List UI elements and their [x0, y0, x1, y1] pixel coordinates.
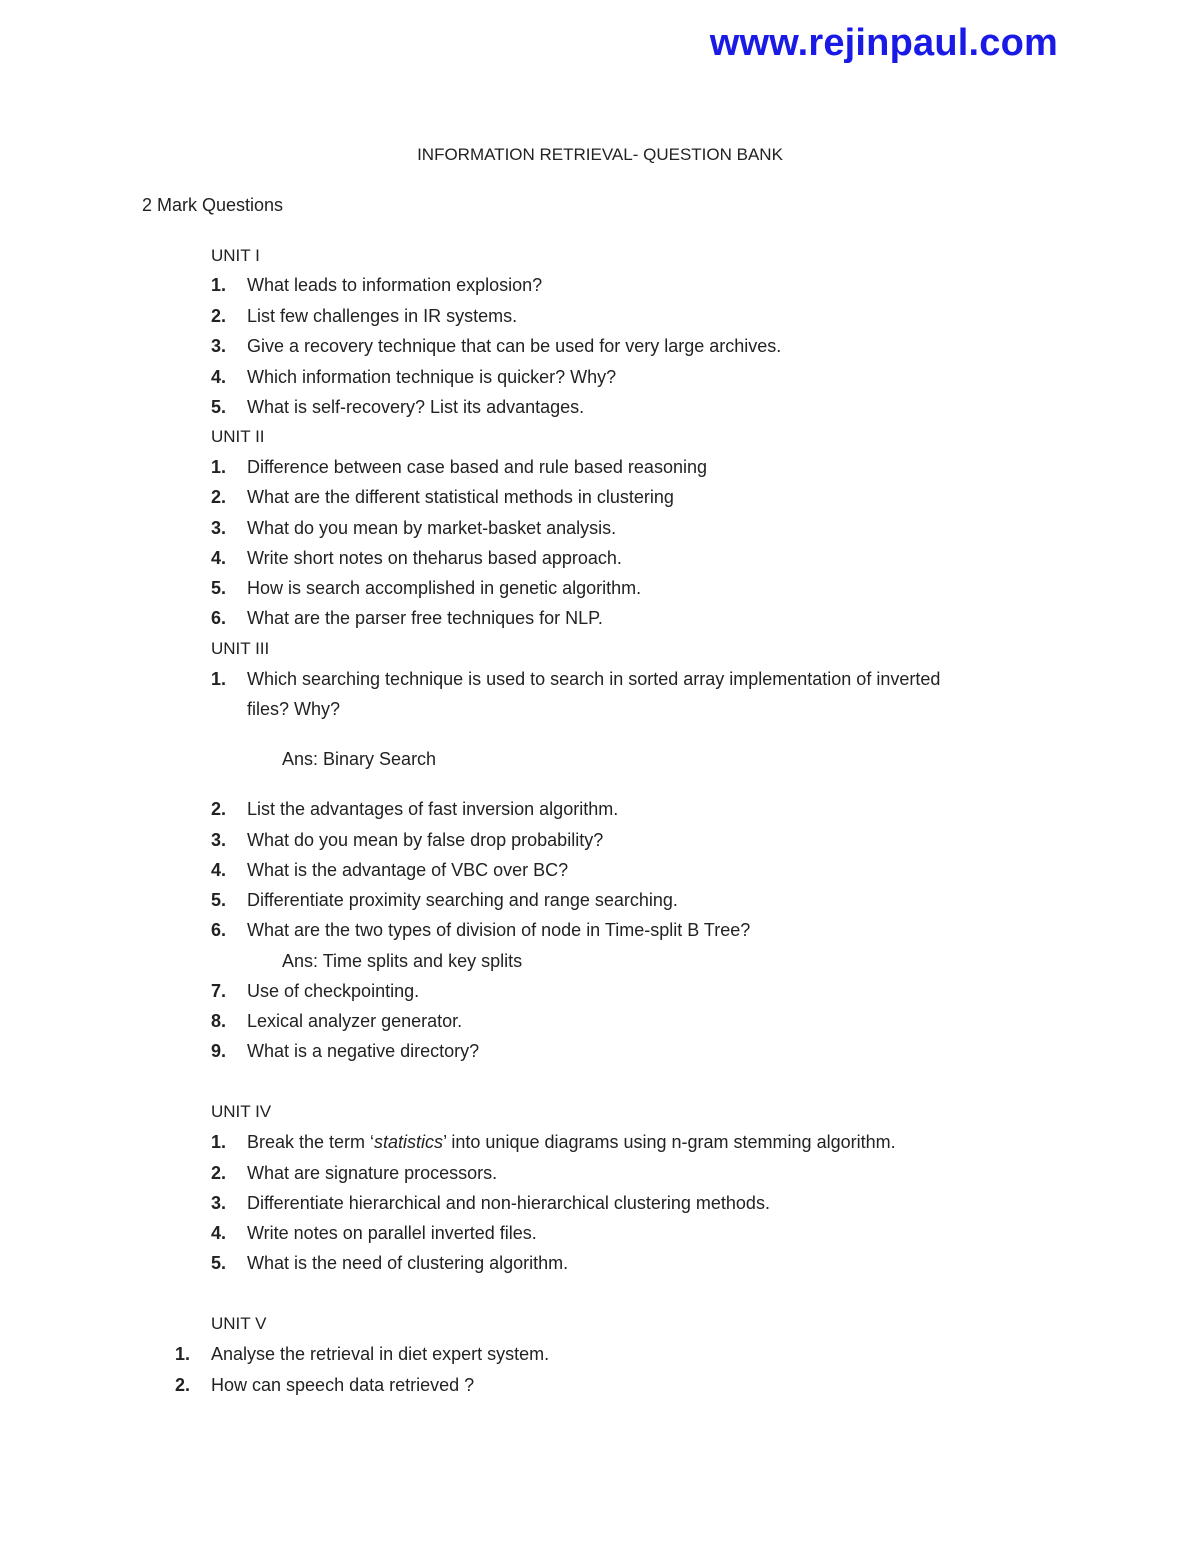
- list-item: [211, 547, 622, 569]
- list-item: [211, 456, 707, 478]
- list-item: [211, 1162, 497, 1184]
- list-item: [211, 668, 940, 690]
- list-item: [211, 1252, 568, 1274]
- item-text: What is the need of clustering algorithm.: [247, 1253, 569, 1273]
- item-text: What is a negative directory?: [247, 1041, 480, 1061]
- list-item: [211, 366, 616, 388]
- item-text: Differentiate proximity searching and range searching.: [247, 890, 678, 910]
- item-text: List the advantages of fast inversion algorithm.: [247, 799, 619, 819]
- item-number: 2.: [211, 1163, 227, 1183]
- item-text: What are the parser free techniques for NLP.: [247, 608, 603, 628]
- item-text: Break the term ‘: [247, 1132, 375, 1152]
- item-text: Analyse the retrieval in diet expert system.: [211, 1344, 550, 1364]
- item-number: 3.: [211, 830, 227, 850]
- item-number: 2.: [211, 306, 227, 326]
- list-item: [211, 798, 618, 820]
- list-item: [175, 1343, 549, 1365]
- item-number: 7.: [211, 981, 227, 1001]
- list-item: [211, 274, 542, 296]
- item-number: 2.: [211, 799, 227, 819]
- unit-3-heading: UNIT III: [211, 639, 270, 658]
- item-text: Which searching technique is used to search in sorted array implementation of inverted: [247, 669, 941, 689]
- item-number: 1.: [211, 275, 227, 295]
- item-number: 4.: [211, 860, 227, 880]
- item-text: List few challenges in IR systems.: [247, 306, 518, 326]
- item-number: 3.: [211, 1193, 227, 1213]
- item-number: 5.: [211, 1253, 227, 1273]
- list-item: [211, 335, 781, 357]
- item-text: What are signature processors.: [247, 1163, 498, 1183]
- item-text: Use of checkpointing.: [247, 981, 420, 1001]
- item-number: 1.: [211, 1132, 227, 1152]
- item-number: 4.: [211, 367, 227, 387]
- list-item: [211, 1192, 770, 1214]
- item-text: What do you mean by market-basket analysis.: [247, 518, 617, 538]
- unit-4-heading: UNIT IV: [211, 1102, 272, 1121]
- page-title: INFORMATION RETRIEVAL- QUESTION BANK: [417, 145, 783, 164]
- item-text: Which information technique is quicker? Why?: [247, 367, 617, 387]
- item-text: What are the two types of division of node in Time-split B Tree?: [247, 920, 751, 940]
- item-number: 6.: [211, 608, 227, 628]
- item-text: How is search accomplished in genetic algorithm.: [247, 578, 642, 598]
- item-number: 3.: [211, 518, 227, 538]
- unit-2-heading: UNIT II: [211, 427, 265, 446]
- item-number: 1.: [211, 457, 227, 477]
- item-number: 1.: [211, 669, 227, 689]
- item-number: 4.: [211, 1223, 227, 1243]
- item-number: 4.: [211, 548, 227, 568]
- item-text: How can speech data retrieved ?: [211, 1375, 475, 1395]
- list-item: [211, 1010, 462, 1032]
- item-number: 2.: [175, 1375, 191, 1395]
- item-text: Write notes on parallel inverted files.: [247, 1223, 537, 1243]
- item-text: What are the different statistical methods in clustering: [247, 487, 674, 507]
- list-item: [211, 607, 603, 629]
- item-number: 2.: [211, 487, 227, 507]
- list-item: [211, 980, 419, 1002]
- item-number: 5.: [211, 890, 227, 910]
- list-item: [211, 889, 678, 911]
- answer-text: Ans: Time splits and key splits: [282, 951, 523, 971]
- section-subtitle: 2 Mark Questions: [142, 195, 284, 215]
- item-text: What is the advantage of VBC over BC?: [247, 860, 569, 880]
- list-item: [175, 1374, 474, 1396]
- item-text: ’ into unique diagrams using n-gram stemming algorithm.: [443, 1132, 896, 1152]
- item-number: 1.: [175, 1344, 191, 1364]
- item-text: What do you mean by false drop probability?: [247, 830, 604, 850]
- item-text: Give a recovery technique that can be used for very large archives.: [247, 336, 782, 356]
- item-text-continuation: files? Why?: [247, 699, 341, 719]
- item-number: 9.: [211, 1041, 227, 1061]
- item-text: What is self-recovery? List its advantages.: [247, 397, 585, 417]
- list-item: [211, 396, 584, 418]
- item-number: 5.: [211, 397, 227, 417]
- item-number: 5.: [211, 578, 227, 598]
- answer-text: Ans: Binary Search: [282, 749, 437, 769]
- list-item: [211, 859, 568, 881]
- list-item: [211, 1131, 896, 1153]
- item-number: 3.: [211, 336, 227, 356]
- list-item: [211, 517, 616, 539]
- item-text: Difference between case based and rule based reasoning: [247, 457, 707, 477]
- list-item: [211, 486, 674, 508]
- item-text: Differentiate hierarchical and non-hierarchical clustering methods.: [247, 1193, 770, 1213]
- list-item: [211, 1040, 479, 1062]
- unit-1-heading: UNIT I: [211, 246, 260, 265]
- list-item: [211, 919, 750, 941]
- item-number: 6.: [211, 920, 227, 940]
- list-item: [211, 829, 603, 851]
- item-number: 8.: [211, 1011, 227, 1031]
- item-term: statistics: [374, 1132, 444, 1152]
- item-text: What leads to information explosion?: [247, 275, 543, 295]
- list-item: [211, 305, 517, 327]
- item-text: Lexical analyzer generator.: [247, 1011, 463, 1031]
- list-item: [211, 577, 641, 599]
- item-text: Write short notes on theharus based approach.: [247, 548, 622, 568]
- list-item: [211, 1222, 537, 1244]
- unit-5-heading: UNIT V: [211, 1314, 267, 1333]
- watermark-link[interactable]: www.rejinpaul.com: [709, 22, 1058, 64]
